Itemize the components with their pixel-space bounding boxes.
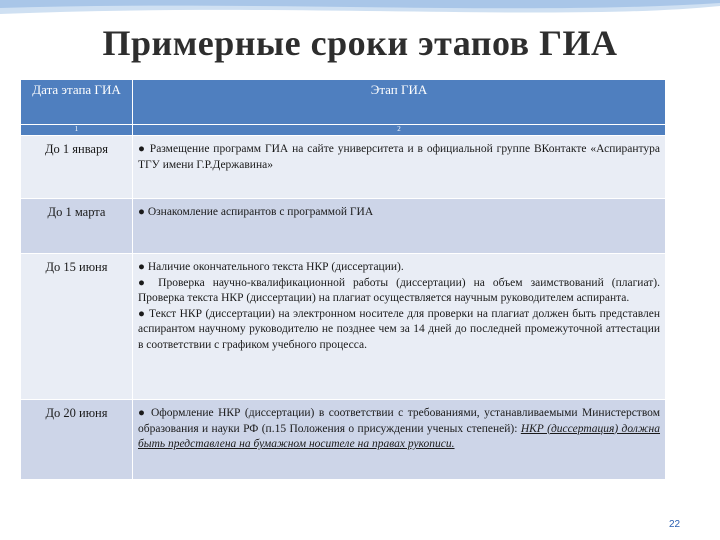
column-number-row	[21, 125, 666, 136]
row-date: До 15 июня	[21, 254, 133, 400]
stage-item-underlined: НКР (диссертация) должна быть представлена на бумажном носителе на правах рукописи.	[138, 422, 661, 450]
row-stage	[133, 254, 666, 400]
header-date: Дата этапа ГИА	[21, 80, 133, 125]
stage-item: ● Размещение программ ГИА на сайте университета и в официальной группе ВКонтакте «Аспирантура ТГУ имени Г.Р.Державина»	[138, 143, 660, 171]
table-row	[21, 136, 666, 199]
table-row	[21, 199, 666, 254]
column-number-2: 2	[133, 125, 666, 136]
stage-item: ● Наличие окончательного текста НКР (диссертации).	[138, 261, 404, 273]
page-number: 22	[669, 519, 681, 530]
stage-item: ● Текст НКР (диссертации) на электронном носителе для проверки на плагиат должен быть представлен аспирантом научному руководителю не позднее чем за 14 дней до последней промежуточной аттестации в соответствии с графиком учебного процесса.	[138, 307, 660, 351]
table-row	[21, 254, 666, 400]
row-stage	[133, 199, 666, 254]
row-stage	[133, 136, 666, 199]
row-date: До 20 июня	[21, 400, 133, 480]
stage-item: ● Ознакомление аспирантов с программой ГИА	[138, 206, 374, 218]
table-header-row	[21, 80, 666, 125]
row-stage	[133, 400, 666, 480]
row-date: До 1 марта	[21, 199, 133, 254]
stage-item	[138, 406, 660, 453]
gia-schedule-table	[20, 79, 666, 480]
stage-item: ● Проверка научно-квалификационной работы (диссертации) на объем заимствований (плагиат). Проверка текста НКР (диссертации) на плагиат осуществляется научным руководителем аспиранта.	[138, 276, 660, 304]
page-title: Примерные сроки этапов ГИА	[102, 23, 618, 63]
row-date: До 1 января	[21, 136, 133, 199]
column-number-1: 1	[21, 125, 133, 136]
header-stage: Этап ГИА	[133, 80, 666, 125]
table-row	[21, 400, 666, 480]
stage-item-text: ● Оформление НКР (диссертации) в соответствии с требованиями, устанавливаемыми Министерством образования и науки РФ (п.15 Положения о присуждении ученых степеней):	[138, 407, 660, 435]
